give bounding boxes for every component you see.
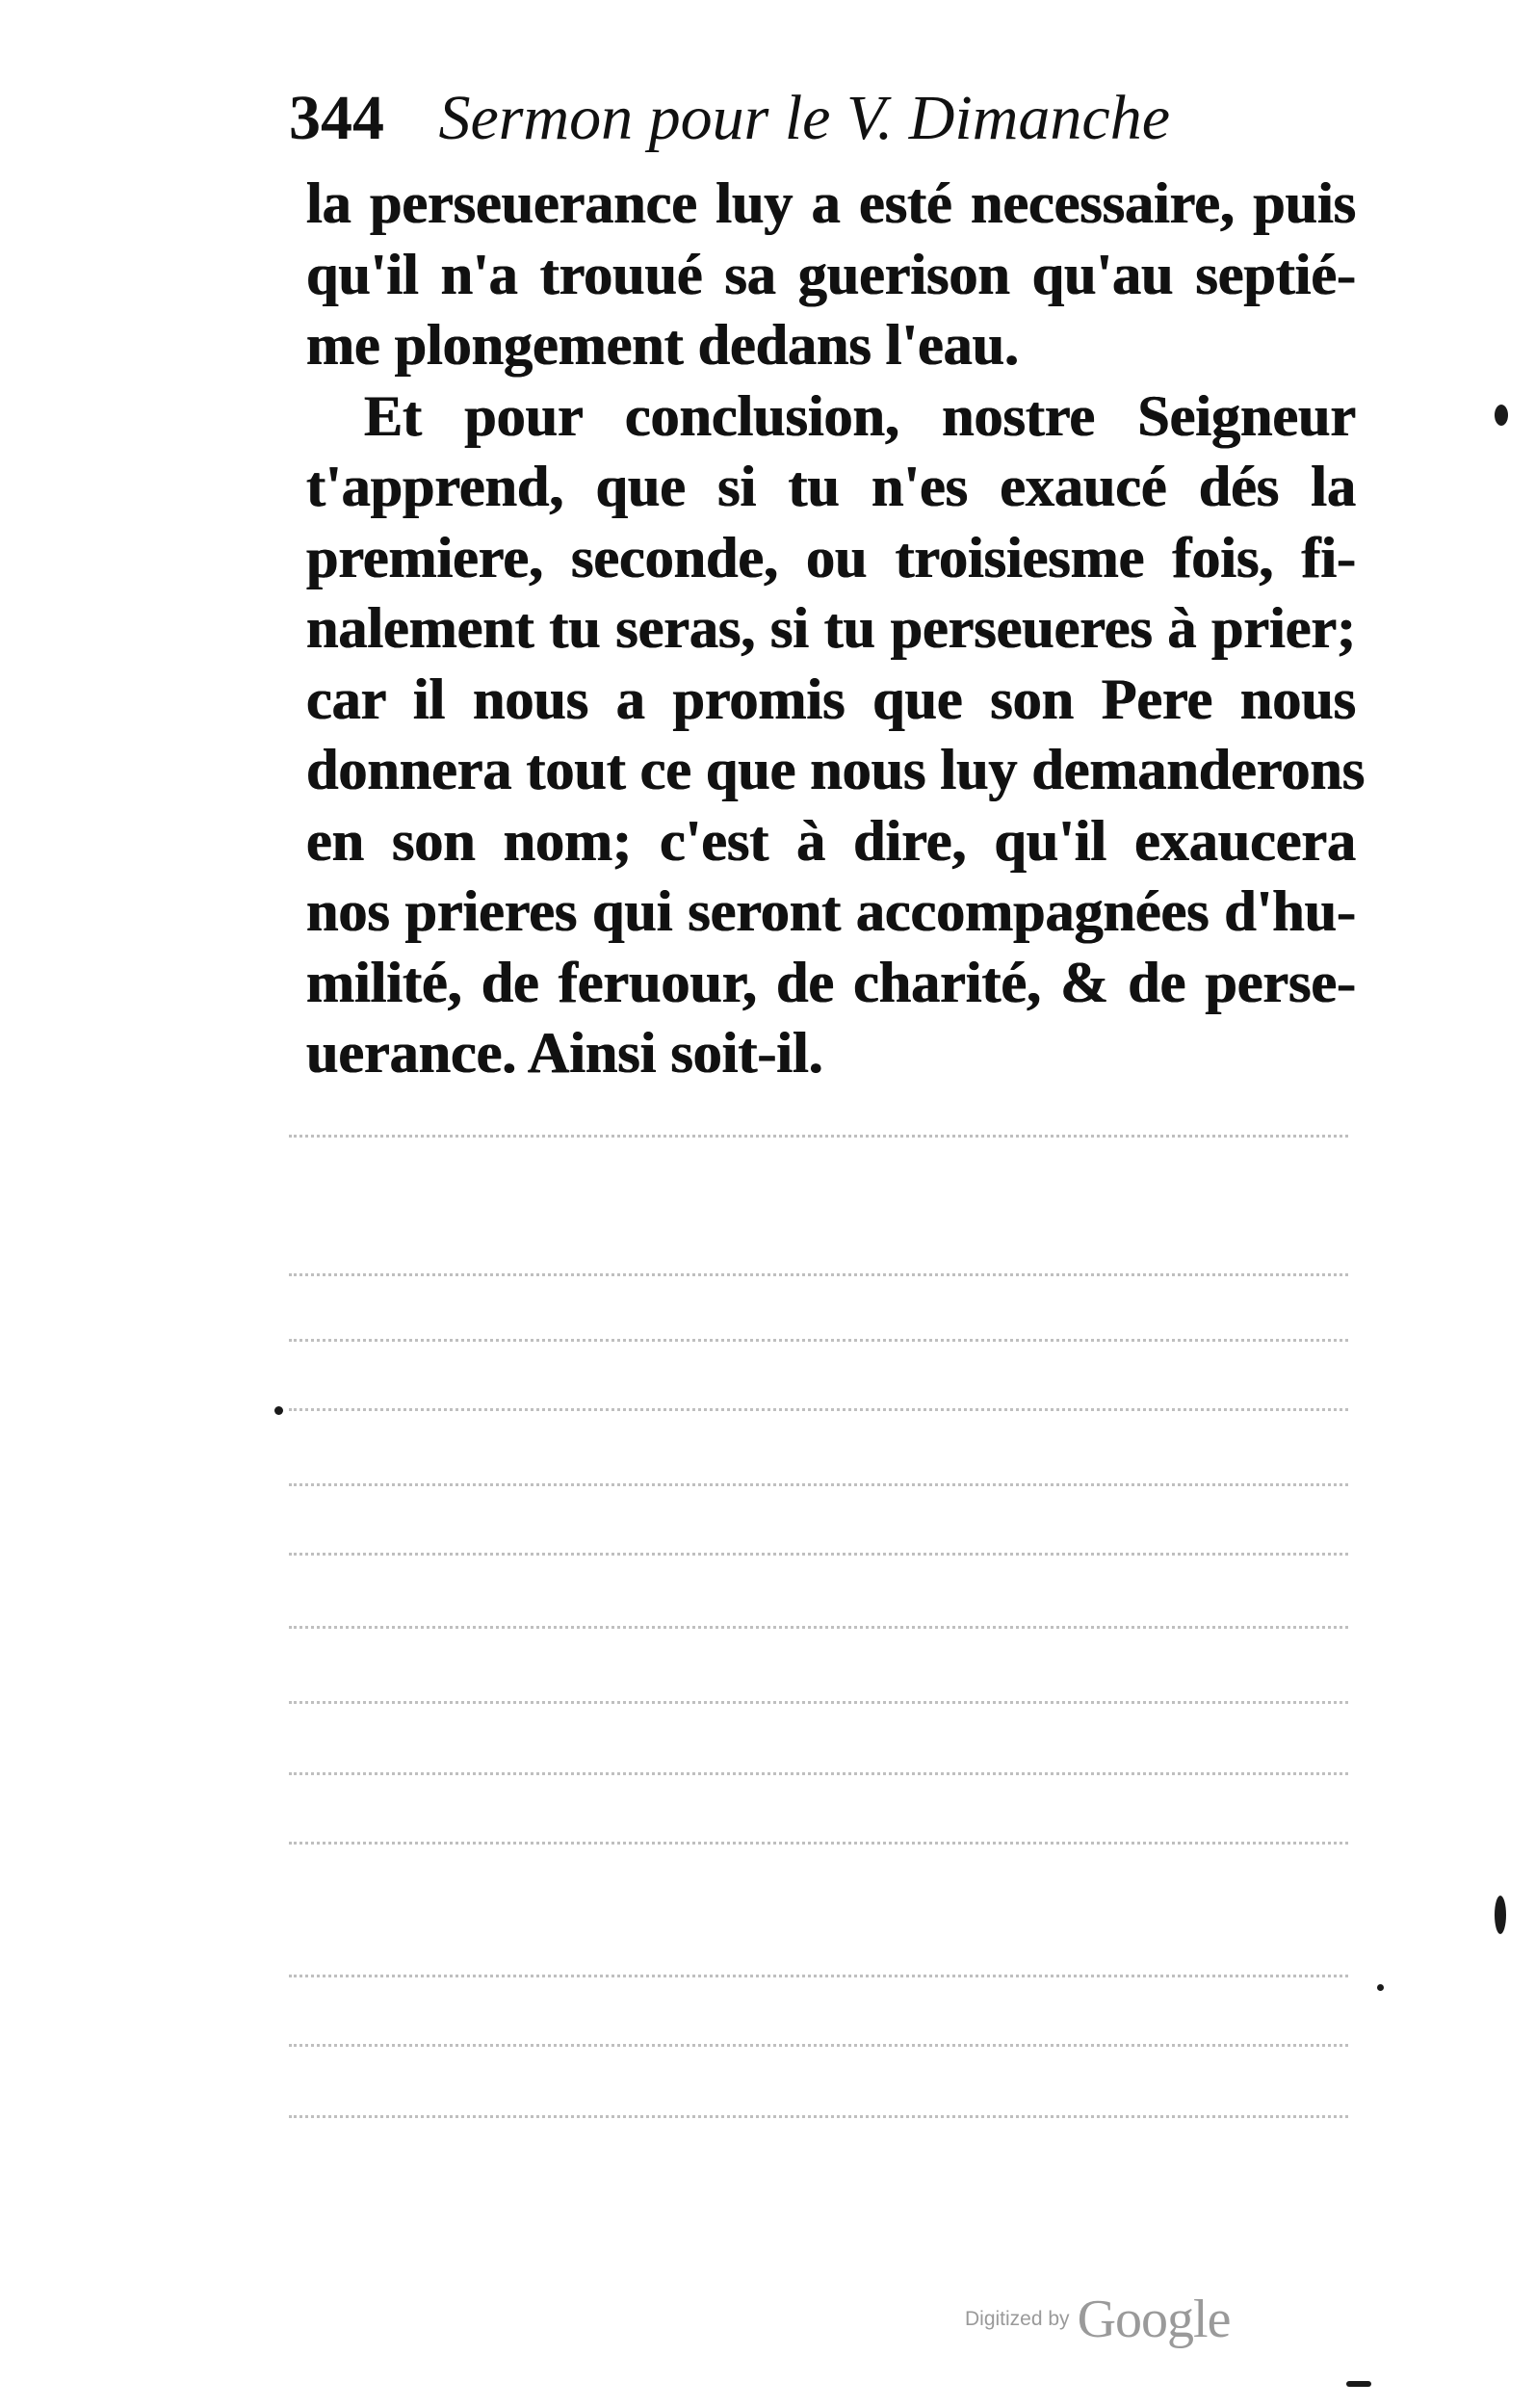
show-through-mark: [289, 1553, 1348, 1567]
body-text: [306, 169, 1366, 1089]
show-through-mark: [289, 1408, 1348, 1423]
show-through-mark: [289, 1273, 1348, 1288]
text-line: premiere, seconde, ou troisiesme fois, fi-: [306, 525, 1356, 589]
text-line: me plongement dedans l'eau.: [306, 313, 1020, 377]
show-through-mark: [289, 2115, 1348, 2130]
show-through-mark: [289, 1975, 1348, 1989]
running-head: [289, 75, 1348, 162]
text-line: milité, de feruour, de charité, & de perse-: [306, 950, 1356, 1014]
text-line: t'apprend, que si tu n'es exaucé dés la: [306, 455, 1356, 518]
digitized-by-label: Digitized by: [965, 2308, 1070, 2330]
scan-speck: [1495, 405, 1508, 426]
scan-speck: [1377, 1984, 1384, 1991]
running-title: Sermon pour le V. Dimanche: [438, 83, 1171, 153]
page-number: 344: [289, 83, 384, 153]
text-line: car il nous a promis que son Pere nous: [306, 667, 1356, 731]
text-line: nalement tu seras, si tu perseueres à prier;: [306, 596, 1356, 660]
text-line: Et pour conclusion, nostre Seigneur: [364, 383, 1356, 448]
scan-speck: [1495, 1896, 1506, 1934]
show-through-mark: [289, 1483, 1348, 1498]
text-line: nos prieres qui seront accompagnées d'hu-: [306, 879, 1356, 943]
scan-speck: [1346, 2381, 1371, 2387]
show-through-mark: [289, 1339, 1348, 1353]
text-line: la perseuerance luy a esté necessaire, puis: [306, 171, 1356, 235]
show-through-mark: [289, 1626, 1348, 1640]
google-logo: Google: [1077, 2290, 1231, 2349]
text-line: donnera tout ce que nous luy demanderons: [306, 738, 1366, 801]
show-through-mark: [289, 1701, 1348, 1715]
text-line: uerance. Ainsi soit-il.: [306, 1021, 823, 1085]
show-through-mark: [289, 1842, 1348, 1856]
show-through-mark: [289, 2044, 1348, 2058]
google-watermark: [965, 2281, 1292, 2358]
text-line: en son nom; c'est à dire, qu'il exaucera: [306, 808, 1356, 873]
show-through-mark: [289, 1135, 1348, 1149]
text-line: qu'il n'a trouué sa guerison qu'au septié-: [306, 242, 1356, 306]
show-through-mark: [289, 1772, 1348, 1787]
scan-speck: [274, 1406, 283, 1415]
